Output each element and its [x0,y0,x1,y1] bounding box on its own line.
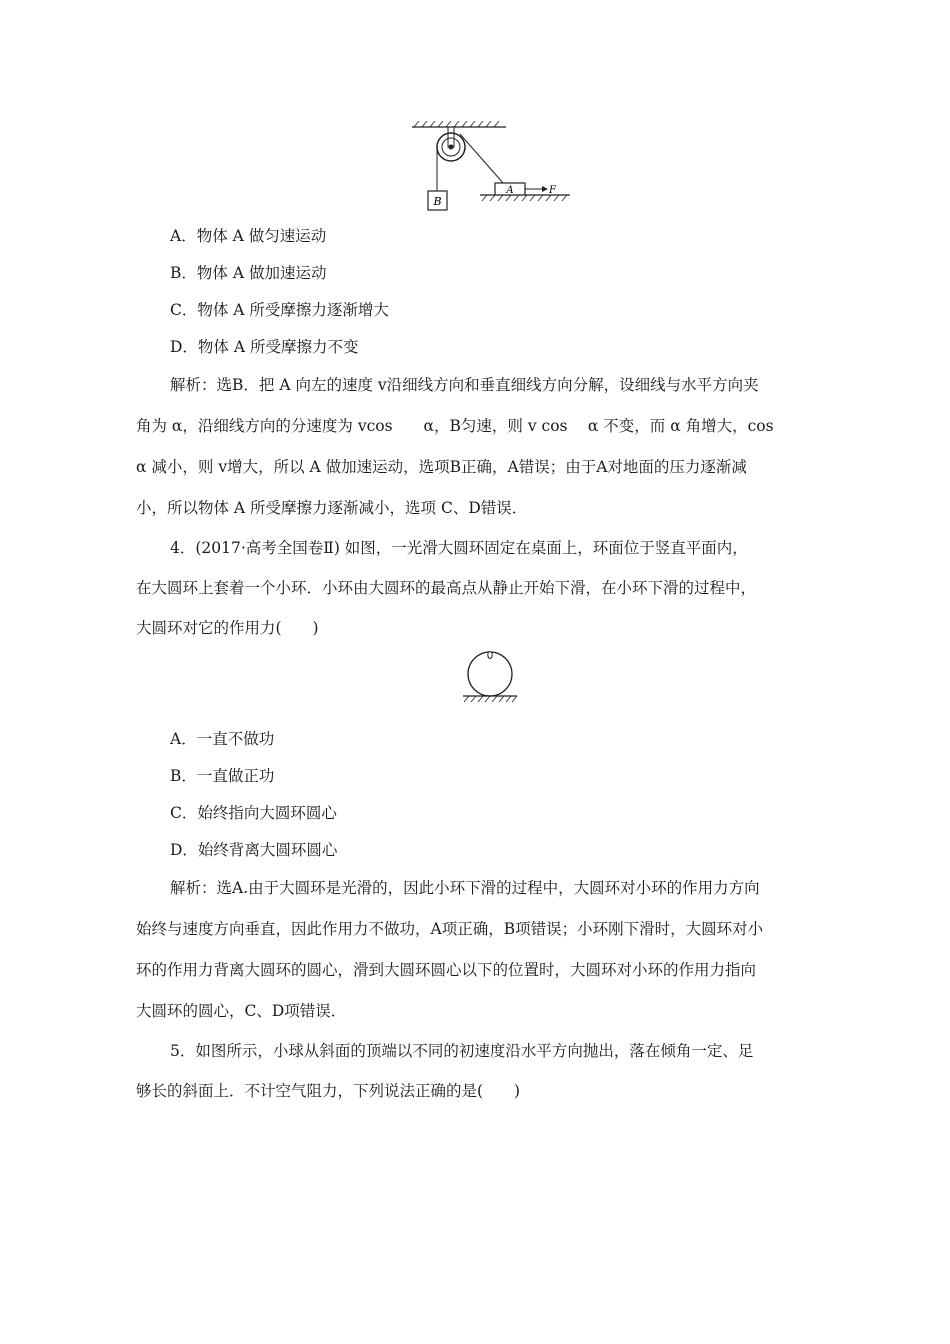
q4-stem-line: 4．(2017·高考全国卷Ⅱ) 如图，一光滑大圆环固定在桌面上，环面位于竖直平面内， [170,539,748,557]
label-a: A [506,185,514,196]
q4-analysis-line: 环的作用力背离大圆环的圆心，滑到大圆环圆心以下的位置时，大圆环对小环的作用力指向 [136,961,757,979]
q4-analysis-line: 始终与速度方向垂直，因此作用力不做功，A项正确，B项错误；小环刚下滑时，大圆环对小 [136,920,764,938]
q3-analysis-line: α 减小，则 v增大，所以 A 做加速运动，选项B正确，A错误；由于A对地面的压力逐渐减 [136,458,747,476]
q5-stem-line: 5．如图所示，小球从斜面的顶端以不同的初速度沿水平方向抛出，落在倾角一定、足 [170,1042,754,1060]
q3-option-a: A．物体 A 做匀速运动 [170,227,327,245]
label-f: F [549,185,556,196]
q4-option-a: A．一直不做功 [170,730,275,748]
q4-option-b: B．一直做正功 [170,767,275,785]
q4-option-c: C．始终指向大圆环圆心 [170,804,337,822]
ring-diagram [460,650,520,706]
pulley-diagram [410,118,575,213]
q3-analysis-line: 小，所以物体 A 所受摩擦力逐渐减小，选项 C、D错误． [136,499,528,517]
q3-option-d: D．物体 A 所受摩擦力不变 [170,338,359,356]
label-b: B [433,195,442,208]
q4-analysis-line: 大圆环的圆心，C、D项错误． [136,1002,347,1020]
q5-stem-line: 够长的斜面上．不计空气阻力，下列说法正确的是( ) [136,1082,521,1100]
q4-stem-line: 在大圆环上套着一个小环．小环由大圆环的最高点从静止开始下滑，在小环下滑的过程中， [136,579,757,597]
q4-option-d: D．始终背离大圆环圆心 [170,841,338,859]
q3-analysis-line: 角为 α，沿细线方向的分速度为 vcos α，B匀速，则 v cos α 不变，而 α 角增大，cos [136,417,774,435]
q3-option-b: B．物体 A 做加速运动 [170,264,327,282]
q4-analysis-line: 解析：选A.由于大圆环是光滑的，因此小环下滑的过程中，大圆环对小环的作用力方向 [170,879,760,897]
q3-option-c: C．物体 A 所受摩擦力逐渐增大 [170,301,389,319]
q4-stem-line: 大圆环对它的作用力( ) [136,619,319,637]
q3-analysis-line: 解析：选B．把 A 向左的速度 v沿细线方向和垂直细线方向分解，设细线与水平方向夹 [170,376,759,394]
